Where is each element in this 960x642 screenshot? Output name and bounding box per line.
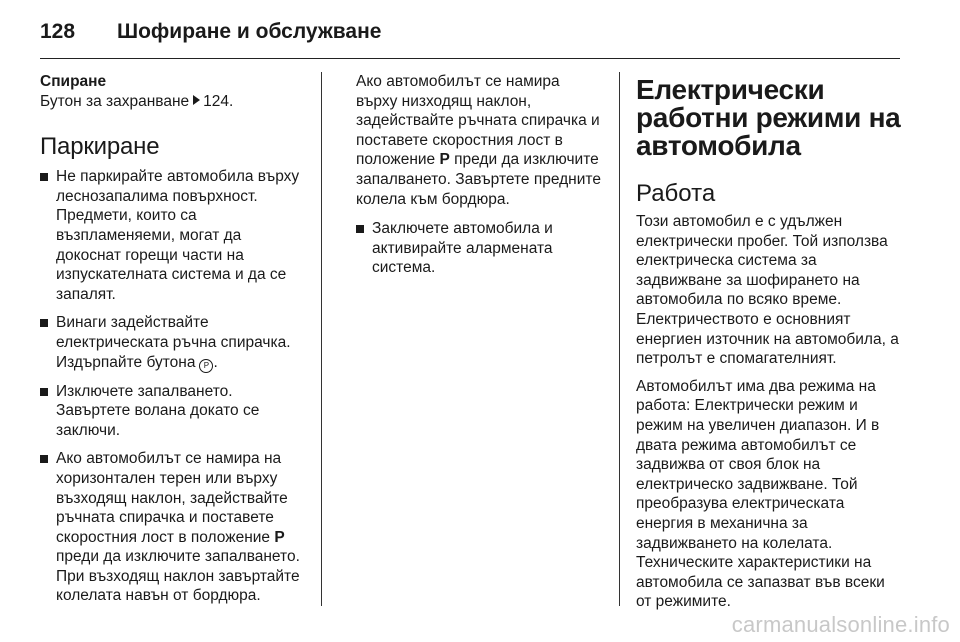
list-item: [40, 449, 308, 606]
paragraph-text: преди да изключите запалването. Завъртете предните колела към бордюра.: [356, 151, 601, 208]
subheading-braking: Спиране: [40, 73, 107, 90]
column-left: [40, 72, 308, 615]
list-item: [40, 382, 308, 441]
list-item: [356, 219, 602, 278]
list-item-text: Изключете запалването. Завъртете волана докато се заключи.: [56, 382, 260, 439]
downhill-paragraph: [356, 72, 602, 209]
chapter-title: Шофиране и обслужване: [117, 20, 382, 43]
list-item-text: Винаги задействайте електрическата ръчна спирачка. Издърпайте бутона: [56, 314, 291, 371]
bullet-square-icon: [40, 455, 48, 463]
column-divider: [321, 72, 322, 606]
bullet-square-icon: [40, 173, 48, 181]
bullet-square-icon: [40, 319, 48, 327]
list-item-text: Заключете автомобила и активирайте алармената система.: [372, 220, 553, 277]
column-divider: [619, 72, 620, 606]
reference-text: Бутон за захранване: [40, 92, 190, 110]
lock-bullet-list: [356, 219, 602, 278]
reference-page-link[interactable]: 124.: [203, 92, 234, 110]
power-button-reference: [40, 92, 308, 112]
subsection-title-operation: Работа: [636, 180, 716, 207]
bullet-square-icon: [40, 388, 48, 396]
arrow-right-icon: [193, 95, 200, 105]
section-title-electric-modes: Електрически работни режими на автомобила: [636, 74, 901, 161]
paragraph-text: Ако автомобилът се намира върху низходящ наклон, задействайте ръчната спирачка и поставете скоростния лост в положение: [356, 73, 600, 169]
gear-position-label: P: [274, 528, 285, 546]
list-item-text: Ако автомобилът се намира на хоризонтален терен или върху възходящ наклон, задействайте ръчната спирачка и поставете скоростния лост в положение: [56, 450, 288, 546]
bullet-square-icon: [356, 225, 364, 233]
page-number: 128: [40, 20, 76, 43]
paragraph: Автомобилът има два режима на работа: Електрически режим и режим на увеличен диапазон. И в двата режима автомобилът се задвижва от своя блок на електрическо задвижване. Той преобразува електрическата енергия в механична за задвижването на колелата. Техническите характеристики на автомобила се запазват във всеки от режимите.: [636, 377, 885, 611]
list-item-text: Не паркирайте автомобила върху леснозапалима повърхност. Предмети, които са възпламеняеми, могат да докоснат горещи части на изпускателната система и да се запалят.: [56, 168, 300, 303]
list-item: [40, 313, 308, 372]
watermark: carmanualsonline.info: [731, 612, 950, 637]
section-title-parking: Паркиране: [40, 133, 160, 161]
list-item-text: .: [213, 353, 218, 371]
column-middle: [356, 72, 602, 287]
paragraph: Този автомобил е с удължен електрически пробег. Той използва електрическа система за задвижване за шофирането на автомобила по всяко време. Електричеството е основният енергиен източник на автомобила, а петролът е спомагателният.: [636, 213, 899, 368]
list-item: [40, 167, 308, 304]
page-header: [40, 18, 900, 59]
list-item-text: преди да изключите запалването. При възходящ наклон завъртайте колелата навън от бордюра.: [56, 548, 300, 605]
column-right: [636, 72, 902, 620]
parking-brake-icon: P: [199, 359, 213, 373]
gear-position-label: P: [439, 151, 450, 169]
parking-bullet-list: [40, 167, 308, 606]
